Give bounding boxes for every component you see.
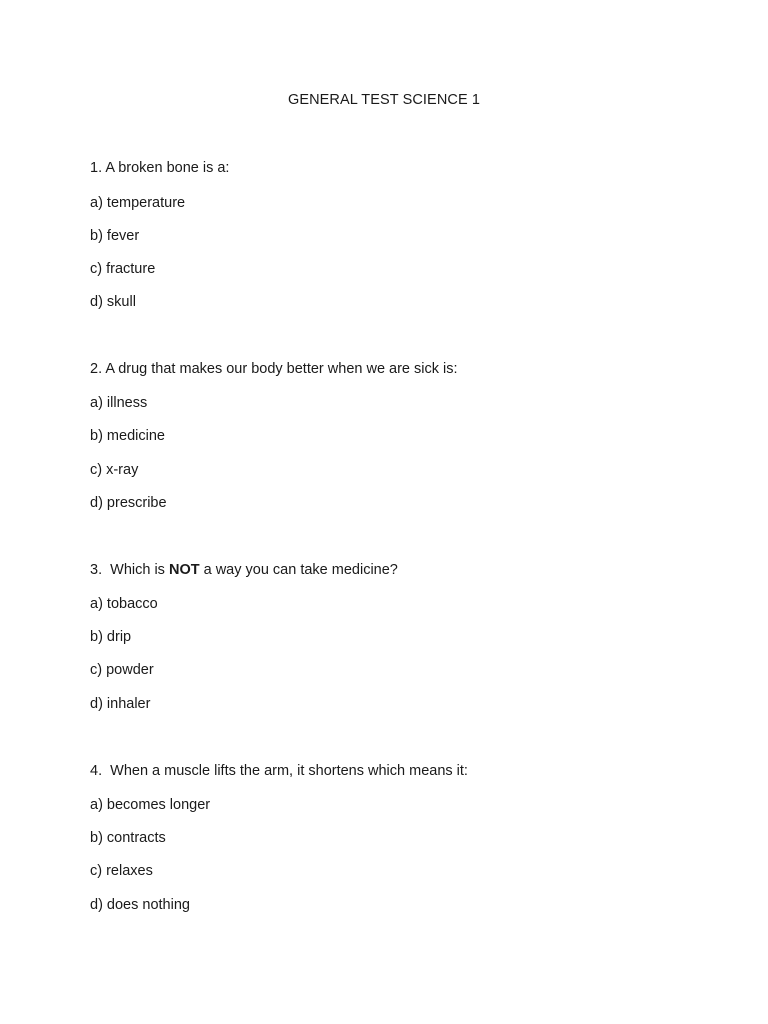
question-1-option-a: a) temperature bbox=[90, 195, 186, 211]
question-3-option-c: c) powder bbox=[90, 662, 154, 678]
question-4-option-a: a) becomes longer bbox=[90, 797, 211, 813]
question-2-option-c: c) x-ray bbox=[90, 462, 139, 478]
question-4-prompt: 4. When a muscle lifts the arm, it shortens which means it: bbox=[90, 763, 468, 779]
question-2-option-d: d) prescribe bbox=[90, 495, 167, 511]
question-3-prompt-end: a way you can take medicine? bbox=[199, 562, 398, 578]
page-title: GENERAL TEST SCIENCE 1 bbox=[287, 92, 481, 108]
question-1-option-c: c) fracture bbox=[90, 261, 156, 277]
question-3-prompt bbox=[90, 561, 398, 579]
question-3-option-b: b) drip bbox=[90, 629, 132, 645]
question-1-prompt: 1. A broken bone is a: bbox=[90, 160, 230, 176]
question-3-option-a: a) tobacco bbox=[90, 596, 158, 612]
question-3-prompt-emphasis: NOT bbox=[168, 562, 200, 578]
question-1-option-d: d) skull bbox=[90, 294, 136, 310]
question-2-prompt: 2. A drug that makes our body better when we are sick is: bbox=[90, 361, 458, 377]
question-4-option-d: d) does nothing bbox=[90, 897, 190, 913]
question-4-option-b: b) contracts bbox=[90, 830, 166, 846]
question-3-option-d: d) inhaler bbox=[90, 696, 151, 712]
question-1-option-b: b) fever bbox=[90, 228, 140, 244]
question-2-option-b: b) medicine bbox=[90, 428, 165, 444]
question-4-option-c: c) relaxes bbox=[90, 863, 153, 879]
question-2-option-a: a) illness bbox=[90, 395, 148, 411]
question-3-prompt-start: 3. Which is bbox=[90, 562, 169, 578]
